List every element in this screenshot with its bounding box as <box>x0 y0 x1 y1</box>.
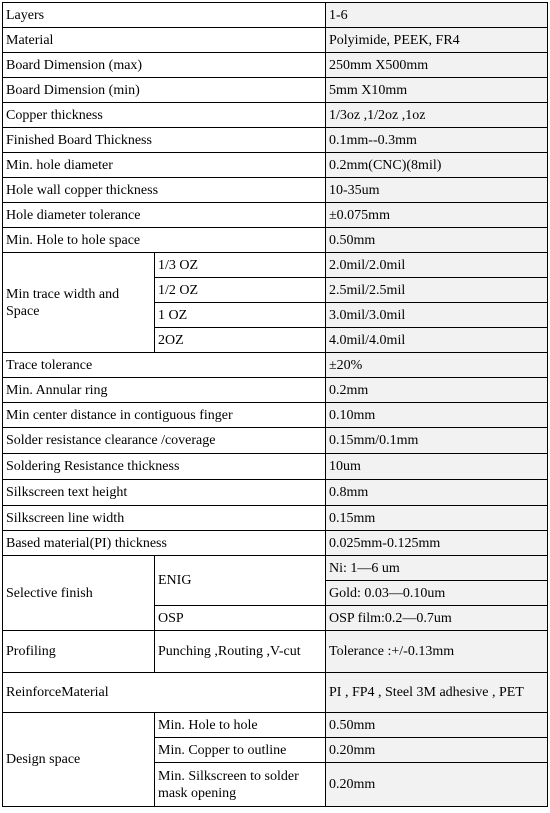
spec-label: Based material(PI) thickness <box>3 531 326 556</box>
spec-sublabel: OSP <box>155 606 326 631</box>
spec-value: 1-6 <box>326 3 548 28</box>
spec-label: Hole wall copper thickness <box>3 178 326 203</box>
table-row <box>3 403 548 428</box>
table-row <box>3 53 548 78</box>
spec-label: Min center distance in contiguous finger <box>3 403 326 428</box>
table-row <box>3 3 548 28</box>
spec-value: ±0.075mm <box>326 203 548 228</box>
spec-value: ±20% <box>326 353 548 378</box>
spec-sublabel: Min. Hole to hole <box>155 713 326 738</box>
spec-sublabel: 1/2 OZ <box>155 278 326 303</box>
spec-sublabel: 1/3 OZ <box>155 253 326 278</box>
table-row <box>3 713 548 738</box>
table-row <box>3 428 548 454</box>
table-row <box>3 378 548 403</box>
spec-sublabel: Min. Copper to outline <box>155 738 326 763</box>
table-row <box>3 78 548 103</box>
spec-value: 0.10mm <box>326 403 548 428</box>
spec-sublabel: Punching ,Routing ,V-cut <box>155 631 326 673</box>
spec-label: Min. Hole to hole space <box>3 228 326 253</box>
spec-label: Hole diameter tolerance <box>3 203 326 228</box>
spec-label: Board Dimension (max) <box>3 53 326 78</box>
spec-value: Ni: 1—6 um <box>326 556 548 581</box>
spec-label: Min trace width and Space <box>3 253 155 353</box>
table-row <box>3 103 548 128</box>
spec-value: 0.025mm-0.125mm <box>326 531 548 556</box>
table-row <box>3 631 548 673</box>
table-row <box>3 28 548 53</box>
spec-label: Copper thickness <box>3 103 326 128</box>
spec-label: Material <box>3 28 326 53</box>
table-row <box>3 128 548 153</box>
table-row <box>3 228 548 253</box>
spec-label: Silkscreen text height <box>3 480 326 506</box>
table-row <box>3 253 548 278</box>
spec-sublabel: ENIG <box>155 556 326 606</box>
spec-label: Layers <box>3 3 326 28</box>
spec-label: Min. Annular ring <box>3 378 326 403</box>
spec-value: 250mm X500mm <box>326 53 548 78</box>
spec-label: Silkscreen line width <box>3 506 326 531</box>
spec-label: Solder resistance clearance /coverage <box>3 428 326 454</box>
spec-value: OSP film:0.2—0.7um <box>326 606 548 631</box>
spec-value: Tolerance :+/-0.13mm <box>326 631 548 673</box>
spec-value: 10-35um <box>326 178 548 203</box>
spec-value: 0.2mm(CNC)(8mil) <box>326 153 548 178</box>
table-row <box>3 506 548 531</box>
spec-label: Soldering Resistance thickness <box>3 454 326 480</box>
table-row <box>3 480 548 506</box>
spec-table <box>2 2 548 807</box>
spec-label: Selective finish <box>3 556 155 631</box>
spec-value: 4.0mil/4.0mil <box>326 328 548 353</box>
spec-label: Finished Board Thickness <box>3 128 326 153</box>
spec-label: Board Dimension (min) <box>3 78 326 103</box>
spec-value: 0.20mm <box>326 763 548 807</box>
table-row <box>3 178 548 203</box>
table-row <box>3 531 548 556</box>
spec-value: Gold: 0.03—0.10um <box>326 581 548 606</box>
table-row <box>3 203 548 228</box>
spec-label: ReinforceMaterial <box>3 673 326 713</box>
spec-value: 0.15mm/0.1mm <box>326 428 548 454</box>
spec-value: 0.15mm <box>326 506 548 531</box>
spec-value: PI , FP4 , Steel 3M adhesive , PET <box>326 673 548 713</box>
spec-value: 10um <box>326 454 548 480</box>
spec-label: Profiling <box>3 631 155 673</box>
spec-value: 0.2mm <box>326 378 548 403</box>
spec-value: 3.0mil/3.0mil <box>326 303 548 328</box>
table-row <box>3 556 548 581</box>
spec-label: Trace tolerance <box>3 353 326 378</box>
spec-value: 0.50mm <box>326 713 548 738</box>
spec-value: 0.20mm <box>326 738 548 763</box>
table-row <box>3 454 548 480</box>
spec-value: 2.5mil/2.5mil <box>326 278 548 303</box>
spec-value: 0.1mm--0.3mm <box>326 128 548 153</box>
spec-label: Design space <box>3 713 155 807</box>
spec-sublabel: 2OZ <box>155 328 326 353</box>
spec-value: 1/3oz ,1/2oz ,1oz <box>326 103 548 128</box>
spec-value: 0.8mm <box>326 480 548 506</box>
table-row <box>3 153 548 178</box>
spec-sublabel: 1 OZ <box>155 303 326 328</box>
table-row <box>3 353 548 378</box>
spec-value: Polyimide, PEEK, FR4 <box>326 28 548 53</box>
spec-value: 0.50mm <box>326 228 548 253</box>
spec-label: Min. hole diameter <box>3 153 326 178</box>
spec-value: 2.0mil/2.0mil <box>326 253 548 278</box>
spec-sublabel: Min. Silkscreen to solder mask opening <box>155 763 326 807</box>
table-row <box>3 673 548 713</box>
spec-value: 5mm X10mm <box>326 78 548 103</box>
